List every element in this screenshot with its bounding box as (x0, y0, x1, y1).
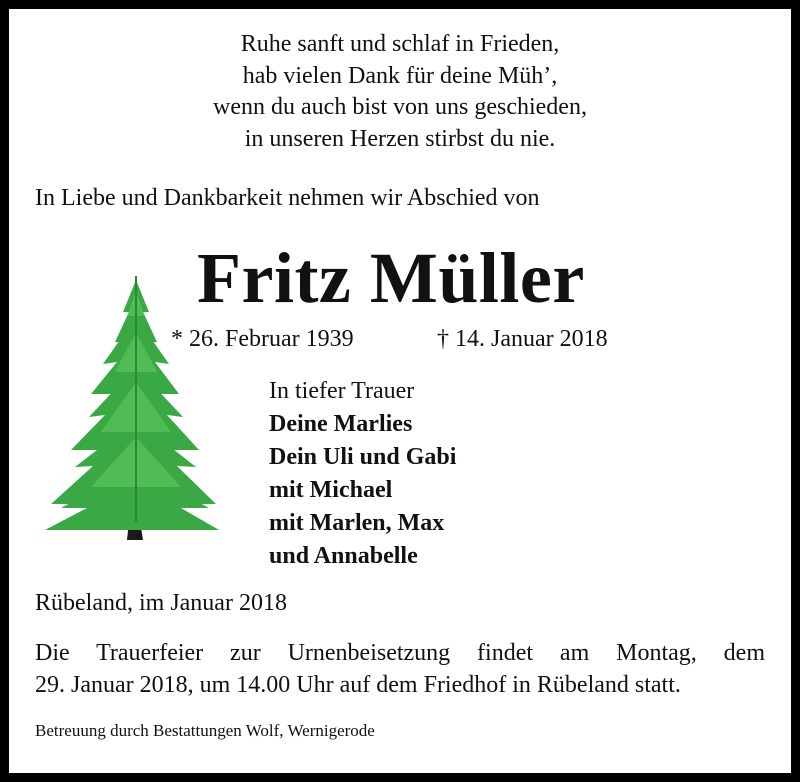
poem-line: hab vielen Dank für deine Müh’, (242, 62, 558, 89)
death-date: † 14. Januar 2018 (437, 326, 608, 352)
mourner-name: Dein Uli und Gabi (269, 444, 457, 470)
poem-line: in unseren Herzen stirbst du nie. (244, 125, 556, 152)
intro-text: In Liebe und Dankbarkeit nehmen wir Abschied von (35, 185, 540, 211)
poem-line: Ruhe sanft und schlaf in Frieden, (240, 31, 560, 57)
mourner-name: mit Marlen, Max (269, 510, 445, 536)
poem-line: wenn du auch bist von uns geschieden, (213, 94, 587, 120)
ceremony-info (35, 637, 765, 701)
mourner-name: Deine Marlies (269, 411, 413, 437)
birth-date: * 26. Februar 1939 (171, 326, 354, 352)
mourner-name: mit Michael (269, 477, 393, 503)
undertaker-credit: Betreuung durch Bestattungen Wolf, Wernigerode (35, 721, 375, 740)
mourner-name: und Annabelle (269, 543, 418, 569)
ceremony-line: 29. Januar 2018, um 14.00 Uhr auf dem Friedhof in Rübeland statt. (35, 672, 681, 698)
mourners-heading: In tiefer Trauer (269, 378, 415, 404)
poem (9, 29, 791, 155)
fir-tree-icon (31, 272, 221, 552)
place-date: Rübeland, im Januar 2018 (35, 590, 287, 616)
ceremony-line: Die Trauerfeier zur Urnenbeisetzung findet am Montag, dem (35, 640, 765, 666)
deceased-name: Fritz Müller (197, 238, 585, 318)
mourners-list (269, 375, 456, 573)
